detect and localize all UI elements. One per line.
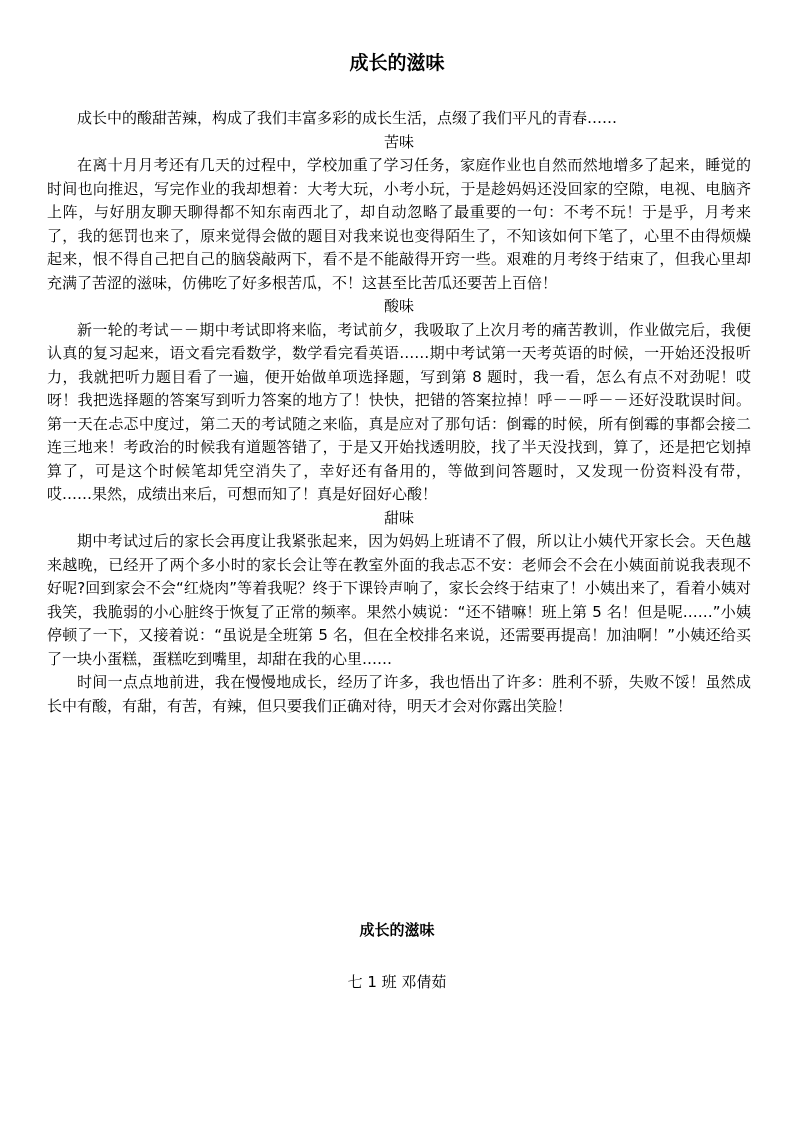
section-heading-sour: 酸味: [383, 297, 414, 315]
author-line: 七 1 班 邓倩茹: [347, 973, 447, 991]
paragraph-bitter: 在离十月月考还有几天的过程中，学校加重了学习任务，家庭作业也自然而然地增多了起来，睡觉的时间也向推迟，写完作业的我却想着：大考大玩，小考小玩，于是趁妈妈还没回家的空隙，电视、电脑齐上阵，与好朋友聊天聊得都不知东南西北了，却自动忽略了最重要的一句：不考不玩！于是乎，月考来了，我的惩罚也来了，原来觉得会做的题目对我来说也变得陌生了，不知该如何下笔了，心里不由得烦燥起来，恨不得自己把自己的脑袋敲两下，看不是不能敲得开窍一些。艰难的月考终于结束了，但我心里却充满了苦涩的滋味，仿佛吃了好多根苦瓜，不！这甚至比苦瓜还要苦上百倍！: [47, 156, 751, 292]
paragraph-sour: 新一轮的考试－－期中考试即将来临，考试前夕，我吸取了上次月考的痛苦教训，作业做完后，我便认真的复习起来，语文看完看数学，数学看完看英语……期中考试第一天考英语的时候，一开始还没报听力，我就把听力题目看了一遍，便开始做单项选择题，写到第 8 题时，我一看，怎么有点不对劲呢！哎呀！我把选择题的答案写到听力答案的地方了！快快，把错的答案拉掉！呼－－呼－－还好没耽误时间。第一天在忐忑中度过，第二天的考试随之来临，真是应对了那句话：倒霉的时候，所有倒霉的事都会接二连三地来！考政治的时候我有道题答错了，于是又开始找透明胶，找了半天没找到，算了，还是把它划掉算了，可是这个时候笔却凭空消失了，幸好还有备用的，等做到问答题时，又发现一份资料没有带，哎……果然，成绩出来后，可想而知了！真是好囧好心酸！: [47, 320, 751, 503]
footer-title: 成长的滋味: [359, 921, 435, 939]
paragraph-sweet: 期中考试过后的家长会再度让我紧张起来，因为妈妈上班请不了假，所以让小姨代开家长会。天色越来越晚，已经开了两个多小时的家长会让等在教室外面的我忐忑不安：老师会不会在小姨面前说我表现不好呢?回到家会不会“红烧肉”等着我呢？终于下课铃声响了，家长会终于结束了！小姨出来了，看着小姨对我笑，我脆弱的小心脏终于恢复了正常的频率。果然小姨说：“还不错嘛！班上第 5 名！但是呢……”小姨停顿了一下，又接着说：“虽说是全班第 5 名，但在全校排名来说，还需要再提高！加油啊！”小姨还给买了一块小蛋糕，蛋糕吃到嘴里，却甜在我的心里……: [47, 532, 751, 668]
section-heading-sweet: 甜味: [383, 508, 414, 527]
page-title: 成长的滋味: [349, 52, 445, 74]
intro-paragraph: 成长中的酸甜苦辣，构成了我们丰富多彩的成长生活，点缀了我们平凡的青春……: [77, 109, 618, 127]
paragraph-conclusion: 时间一点点地前进，我在慢慢地成长，经历了许多，我也悟出了许多：胜利不骄，失败不馁！虽然成长中有酸，有甜，有苦，有辣，但只要我们正确对待，明天才会对你露出笑脸！: [47, 673, 751, 715]
section-heading-bitter: 苦味: [383, 132, 414, 151]
essay-body: [47, 107, 751, 718]
